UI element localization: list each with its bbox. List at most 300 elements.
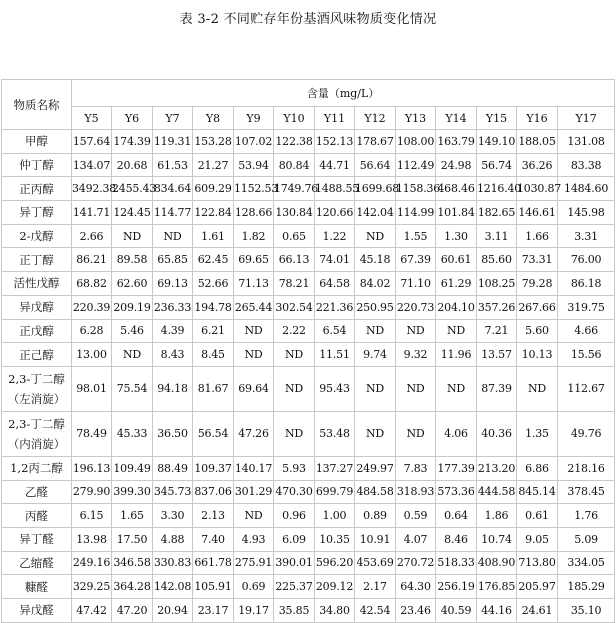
value-cell: 65.85 [153, 248, 193, 272]
value-cell: ND [234, 504, 274, 528]
value-cell: 364.28 [112, 575, 153, 599]
substance-name-cell [2, 575, 72, 599]
value-cell: 86.18 [558, 272, 615, 296]
value-cell: 105.91 [193, 575, 234, 599]
value-cell: 112.49 [396, 153, 436, 177]
value-cell: 7.40 [193, 527, 234, 551]
value-cell: 8.43 [153, 343, 193, 367]
value-cell: 36.50 [153, 411, 193, 456]
value-cell: 1.82 [234, 224, 274, 248]
substance-name-cell [2, 272, 72, 296]
table-row [2, 272, 615, 296]
substance-name-line: 2,3-丁二醇 [8, 371, 65, 386]
value-cell: 2.66 [72, 224, 112, 248]
value-cell: 177.39 [436, 456, 477, 480]
substance-name-line: 正己醇 [19, 347, 54, 362]
value-cell: 66.13 [274, 248, 315, 272]
value-cell: 319.75 [558, 295, 615, 319]
value-cell: 3.11 [477, 224, 517, 248]
substance-name-cell [2, 411, 72, 456]
table-row [2, 480, 615, 504]
value-cell: 194.78 [193, 295, 234, 319]
substance-name-line: 异戊醛 [19, 603, 54, 618]
value-cell: 163.79 [436, 130, 477, 154]
value-cell: 8.45 [193, 343, 234, 367]
substance-name-cell [2, 366, 72, 411]
value-cell: 275.91 [234, 551, 274, 575]
year-header-y8: Y8 [193, 107, 234, 130]
value-cell: 20.68 [112, 153, 153, 177]
value-cell: ND [396, 411, 436, 456]
value-cell: 107.02 [234, 130, 274, 154]
value-cell: 3.30 [153, 504, 193, 528]
value-cell: ND [436, 366, 477, 411]
year-header-y7: Y7 [153, 107, 193, 130]
value-cell: 6.15 [72, 504, 112, 528]
value-cell: 45.18 [355, 248, 396, 272]
value-cell: 24.61 [517, 599, 558, 623]
value-cell: 470.30 [274, 480, 315, 504]
value-cell: 73.31 [517, 248, 558, 272]
year-header-y6: Y6 [112, 107, 153, 130]
value-cell: 6.09 [274, 527, 315, 551]
value-cell: 0.59 [396, 504, 436, 528]
value-cell: 78.21 [274, 272, 315, 296]
value-cell: ND [234, 319, 274, 343]
substance-name-cell [2, 480, 72, 504]
value-cell: 40.59 [436, 599, 477, 623]
value-cell: 122.84 [193, 201, 234, 225]
value-cell: 88.49 [153, 456, 193, 480]
value-cell: 378.45 [558, 480, 615, 504]
value-cell: 3.31 [558, 224, 615, 248]
value-cell: 1.30 [436, 224, 477, 248]
value-cell: 35.85 [274, 599, 315, 623]
value-cell: 56.74 [477, 153, 517, 177]
table-row [2, 130, 615, 154]
substance-name-line: 甲醇 [25, 134, 48, 149]
table-row [2, 551, 615, 575]
value-cell: 220.73 [396, 295, 436, 319]
value-cell: 837.06 [193, 480, 234, 504]
value-cell: 13.57 [477, 343, 517, 367]
value-cell: 4.88 [153, 527, 193, 551]
substance-name-cell [2, 599, 72, 623]
value-cell: 68.82 [72, 272, 112, 296]
table-row [2, 224, 615, 248]
content-header: 含量（mg/L） [72, 80, 615, 107]
value-cell: 45.33 [112, 411, 153, 456]
value-cell: 330.83 [153, 551, 193, 575]
substance-name-line: （左消旋） [7, 391, 66, 406]
value-cell: ND [355, 411, 396, 456]
year-header-y5: Y5 [72, 107, 112, 130]
value-cell: 76.00 [558, 248, 615, 272]
value-cell: 468.46 [436, 177, 477, 201]
value-cell: 134.07 [72, 153, 112, 177]
substance-name-line: 正丁醇 [19, 252, 54, 267]
value-cell: ND [517, 366, 558, 411]
substance-name-line: 正戊醇 [19, 323, 54, 338]
value-cell: 270.72 [396, 551, 436, 575]
value-cell: 484.58 [355, 480, 396, 504]
value-cell: 1699.68 [355, 177, 396, 201]
value-cell: 218.16 [558, 456, 615, 480]
value-cell: 444.58 [477, 480, 517, 504]
substance-name-cell [2, 551, 72, 575]
year-header-y13: Y13 [396, 107, 436, 130]
value-cell: 34.80 [315, 599, 355, 623]
value-cell: 120.66 [315, 201, 355, 225]
substance-name-line: 糠醛 [25, 579, 48, 594]
value-cell: 0.89 [355, 504, 396, 528]
substance-name-cell [2, 295, 72, 319]
value-cell: 5.46 [112, 319, 153, 343]
value-cell: ND [396, 319, 436, 343]
value-cell: 256.19 [436, 575, 477, 599]
value-cell: 109.49 [112, 456, 153, 480]
value-cell: 318.93 [396, 480, 436, 504]
substance-name-line: 丙醛 [25, 508, 48, 523]
value-cell: 19.17 [234, 599, 274, 623]
value-cell: 2.22 [274, 319, 315, 343]
value-cell: 5.60 [517, 319, 558, 343]
value-cell: 114.77 [153, 201, 193, 225]
value-cell: 42.54 [355, 599, 396, 623]
value-cell: 69.64 [234, 366, 274, 411]
value-cell: 1158.36 [396, 177, 436, 201]
value-cell: 279.90 [72, 480, 112, 504]
value-cell: 188.05 [517, 130, 558, 154]
value-cell: ND [112, 224, 153, 248]
value-cell: 345.73 [153, 480, 193, 504]
year-header-y14: Y14 [436, 107, 477, 130]
substance-name-line: 仲丁醇 [19, 158, 54, 173]
substance-name-cell [2, 201, 72, 225]
value-cell: 119.31 [153, 130, 193, 154]
value-cell: 213.20 [477, 456, 517, 480]
value-cell: 6.54 [315, 319, 355, 343]
value-cell: 0.65 [274, 224, 315, 248]
year-header-y12: Y12 [355, 107, 396, 130]
value-cell: 6.86 [517, 456, 558, 480]
value-cell: 44.71 [315, 153, 355, 177]
value-cell: 6.21 [193, 319, 234, 343]
value-cell: 1484.60 [558, 177, 615, 201]
value-cell: 390.01 [274, 551, 315, 575]
value-cell: 301.29 [234, 480, 274, 504]
value-cell: 1.55 [396, 224, 436, 248]
substance-name-line: 异戊醇 [19, 300, 54, 315]
value-cell: 146.61 [517, 201, 558, 225]
value-cell: 101.84 [436, 201, 477, 225]
value-cell: 176.85 [477, 575, 517, 599]
value-cell: 47.26 [234, 411, 274, 456]
value-cell: 661.78 [193, 551, 234, 575]
value-cell: 80.84 [274, 153, 315, 177]
value-cell: 4.66 [558, 319, 615, 343]
value-cell: 53.48 [315, 411, 355, 456]
value-cell: 15.56 [558, 343, 615, 367]
value-cell: 47.20 [112, 599, 153, 623]
table-row [2, 343, 615, 367]
value-cell: 83.38 [558, 153, 615, 177]
value-cell: 140.17 [234, 456, 274, 480]
value-cell: 0.64 [436, 504, 477, 528]
substance-name-cell [2, 248, 72, 272]
value-cell: 573.36 [436, 480, 477, 504]
value-cell: 69.13 [153, 272, 193, 296]
value-cell: 249.97 [355, 456, 396, 480]
value-cell: 153.28 [193, 130, 234, 154]
value-cell: 2.13 [193, 504, 234, 528]
value-cell: 74.01 [315, 248, 355, 272]
value-cell: 10.91 [355, 527, 396, 551]
value-cell: 67.39 [396, 248, 436, 272]
value-cell: 178.67 [355, 130, 396, 154]
value-cell: 13.00 [72, 343, 112, 367]
value-cell: ND [274, 411, 315, 456]
value-cell: 56.54 [193, 411, 234, 456]
value-cell: ND [274, 366, 315, 411]
value-cell: 0.96 [274, 504, 315, 528]
value-cell: 122.38 [274, 130, 315, 154]
substance-name-cell [2, 177, 72, 201]
value-cell: 0.69 [234, 575, 274, 599]
value-cell: 334.05 [558, 551, 615, 575]
value-cell: 109.37 [193, 456, 234, 480]
year-header-y17: Y17 [558, 107, 615, 130]
value-cell: 13.98 [72, 527, 112, 551]
value-cell: 11.51 [315, 343, 355, 367]
value-cell: 62.60 [112, 272, 153, 296]
value-cell: 5.93 [274, 456, 315, 480]
value-cell: ND [274, 343, 315, 367]
value-cell: 85.60 [477, 248, 517, 272]
value-cell: 518.33 [436, 551, 477, 575]
value-cell: 204.10 [436, 295, 477, 319]
value-cell: 137.27 [315, 456, 355, 480]
value-cell: 408.90 [477, 551, 517, 575]
value-cell: 236.33 [153, 295, 193, 319]
value-cell: 86.21 [72, 248, 112, 272]
table-row [2, 177, 615, 201]
value-cell: 4.39 [153, 319, 193, 343]
value-cell: 142.04 [355, 201, 396, 225]
value-cell: 182.65 [477, 201, 517, 225]
value-cell: 62.45 [193, 248, 234, 272]
value-cell: 220.39 [72, 295, 112, 319]
value-cell: 7.83 [396, 456, 436, 480]
substance-name-line: 乙醛 [25, 484, 48, 499]
table-row [2, 201, 615, 225]
value-cell: 209.12 [315, 575, 355, 599]
substance-name-line: 正丙醇 [19, 181, 54, 196]
value-cell: ND [153, 224, 193, 248]
table-row [2, 248, 615, 272]
substance-name-line: （内消旋） [7, 436, 66, 451]
substance-name-line: 异丁醇 [19, 205, 54, 220]
value-cell: 108.25 [477, 272, 517, 296]
value-cell: 24.98 [436, 153, 477, 177]
value-cell: 834.64 [153, 177, 193, 201]
value-cell: 9.74 [355, 343, 396, 367]
value-cell: ND [396, 366, 436, 411]
value-cell: 609.29 [193, 177, 234, 201]
year-header-y10: Y10 [274, 107, 315, 130]
value-cell: 64.30 [396, 575, 436, 599]
value-cell: 267.66 [517, 295, 558, 319]
substance-name-line: 2,3-丁二醇 [8, 416, 65, 431]
value-cell: ND [112, 343, 153, 367]
value-cell: 1.35 [517, 411, 558, 456]
value-cell: 250.95 [355, 295, 396, 319]
value-cell: 79.28 [517, 272, 558, 296]
table-row [2, 504, 615, 528]
table-row [2, 575, 615, 599]
substance-name-cell [2, 527, 72, 551]
substance-name-line: 1,2丙二醇 [10, 461, 63, 476]
value-cell: 346.58 [112, 551, 153, 575]
value-cell: 221.36 [315, 295, 355, 319]
value-cell: 0.61 [517, 504, 558, 528]
year-header-y11: Y11 [315, 107, 355, 130]
value-cell: 7.21 [477, 319, 517, 343]
value-cell: 130.84 [274, 201, 315, 225]
substance-name-header: 物质名称 [2, 80, 72, 130]
substance-name-cell [2, 130, 72, 154]
value-cell: 2455.43 [112, 177, 153, 201]
table-row [2, 366, 615, 411]
value-cell: 265.44 [234, 295, 274, 319]
value-cell: 1.86 [477, 504, 517, 528]
value-cell: 453.69 [355, 551, 396, 575]
value-cell: 23.46 [396, 599, 436, 623]
table-caption: 表 3-2 不同贮存年份基酒风味物质变化情况 [179, 12, 437, 27]
value-cell: 21.27 [193, 153, 234, 177]
value-cell: 61.53 [153, 153, 193, 177]
value-cell: 11.96 [436, 343, 477, 367]
value-cell: 71.10 [396, 272, 436, 296]
value-cell: 49.76 [558, 411, 615, 456]
value-cell: 4.06 [436, 411, 477, 456]
value-cell: 152.13 [315, 130, 355, 154]
substance-name-cell [2, 456, 72, 480]
value-cell: 1216.40 [477, 177, 517, 201]
value-cell: 249.16 [72, 551, 112, 575]
value-cell: 36.26 [517, 153, 558, 177]
value-cell: 1.76 [558, 504, 615, 528]
value-cell: 205.97 [517, 575, 558, 599]
value-cell: 329.25 [72, 575, 112, 599]
value-cell: 302.54 [274, 295, 315, 319]
value-cell: 1488.55 [315, 177, 355, 201]
value-cell: ND [234, 343, 274, 367]
year-header-y16: Y16 [517, 107, 558, 130]
substance-name-cell [2, 319, 72, 343]
value-cell: 40.36 [477, 411, 517, 456]
table-row [2, 456, 615, 480]
value-cell: 81.67 [193, 366, 234, 411]
value-cell: 1.61 [193, 224, 234, 248]
value-cell: 128.66 [234, 201, 274, 225]
value-cell: 78.49 [72, 411, 112, 456]
value-cell: 145.98 [558, 201, 615, 225]
table-row [2, 599, 615, 623]
substance-name-line: 乙缩醛 [19, 555, 54, 570]
value-cell: 699.79 [315, 480, 355, 504]
value-cell: 71.13 [234, 272, 274, 296]
value-cell: 209.19 [112, 295, 153, 319]
table-row [2, 295, 615, 319]
table-row [2, 527, 615, 551]
value-cell: 23.17 [193, 599, 234, 623]
flavor-substance-table [1, 79, 615, 623]
value-cell: 1030.87 [517, 177, 558, 201]
value-cell: 5.09 [558, 527, 615, 551]
value-cell: 1749.76 [274, 177, 315, 201]
value-cell: 357.26 [477, 295, 517, 319]
substance-name-cell [2, 343, 72, 367]
value-cell: 64.58 [315, 272, 355, 296]
value-cell: 35.10 [558, 599, 615, 623]
value-cell: 9.05 [517, 527, 558, 551]
value-cell: 10.35 [315, 527, 355, 551]
value-cell: ND [355, 224, 396, 248]
value-cell: 17.50 [112, 527, 153, 551]
value-cell: 149.10 [477, 130, 517, 154]
value-cell: 3492.38 [72, 177, 112, 201]
value-cell: 1.22 [315, 224, 355, 248]
value-cell: 108.00 [396, 130, 436, 154]
table-row [2, 153, 615, 177]
value-cell: 9.32 [396, 343, 436, 367]
value-cell: 124.45 [112, 201, 153, 225]
value-cell: 52.66 [193, 272, 234, 296]
value-cell: ND [355, 366, 396, 411]
substance-name-line: 活性戊醇 [13, 276, 60, 291]
value-cell: 89.58 [112, 248, 153, 272]
value-cell: 845.14 [517, 480, 558, 504]
value-cell: 112.67 [558, 366, 615, 411]
value-cell: 114.99 [396, 201, 436, 225]
substance-name-cell [2, 153, 72, 177]
substance-name-cell [2, 504, 72, 528]
value-cell: 10.74 [477, 527, 517, 551]
value-cell: 94.18 [153, 366, 193, 411]
value-cell: 4.93 [234, 527, 274, 551]
value-cell: 142.08 [153, 575, 193, 599]
value-cell: 4.07 [396, 527, 436, 551]
value-cell: 60.61 [436, 248, 477, 272]
value-cell: 174.39 [112, 130, 153, 154]
value-cell: 44.16 [477, 599, 517, 623]
value-cell: 87.39 [477, 366, 517, 411]
value-cell: 6.28 [72, 319, 112, 343]
value-cell: 596.20 [315, 551, 355, 575]
value-cell: 131.08 [558, 130, 615, 154]
value-cell: 196.13 [72, 456, 112, 480]
table-row [2, 319, 615, 343]
value-cell: 69.65 [234, 248, 274, 272]
year-header-y15: Y15 [477, 107, 517, 130]
value-cell: 53.94 [234, 153, 274, 177]
value-cell: 157.64 [72, 130, 112, 154]
value-cell: 75.54 [112, 366, 153, 411]
value-cell: 225.37 [274, 575, 315, 599]
value-cell: ND [355, 319, 396, 343]
value-cell: 713.80 [517, 551, 558, 575]
